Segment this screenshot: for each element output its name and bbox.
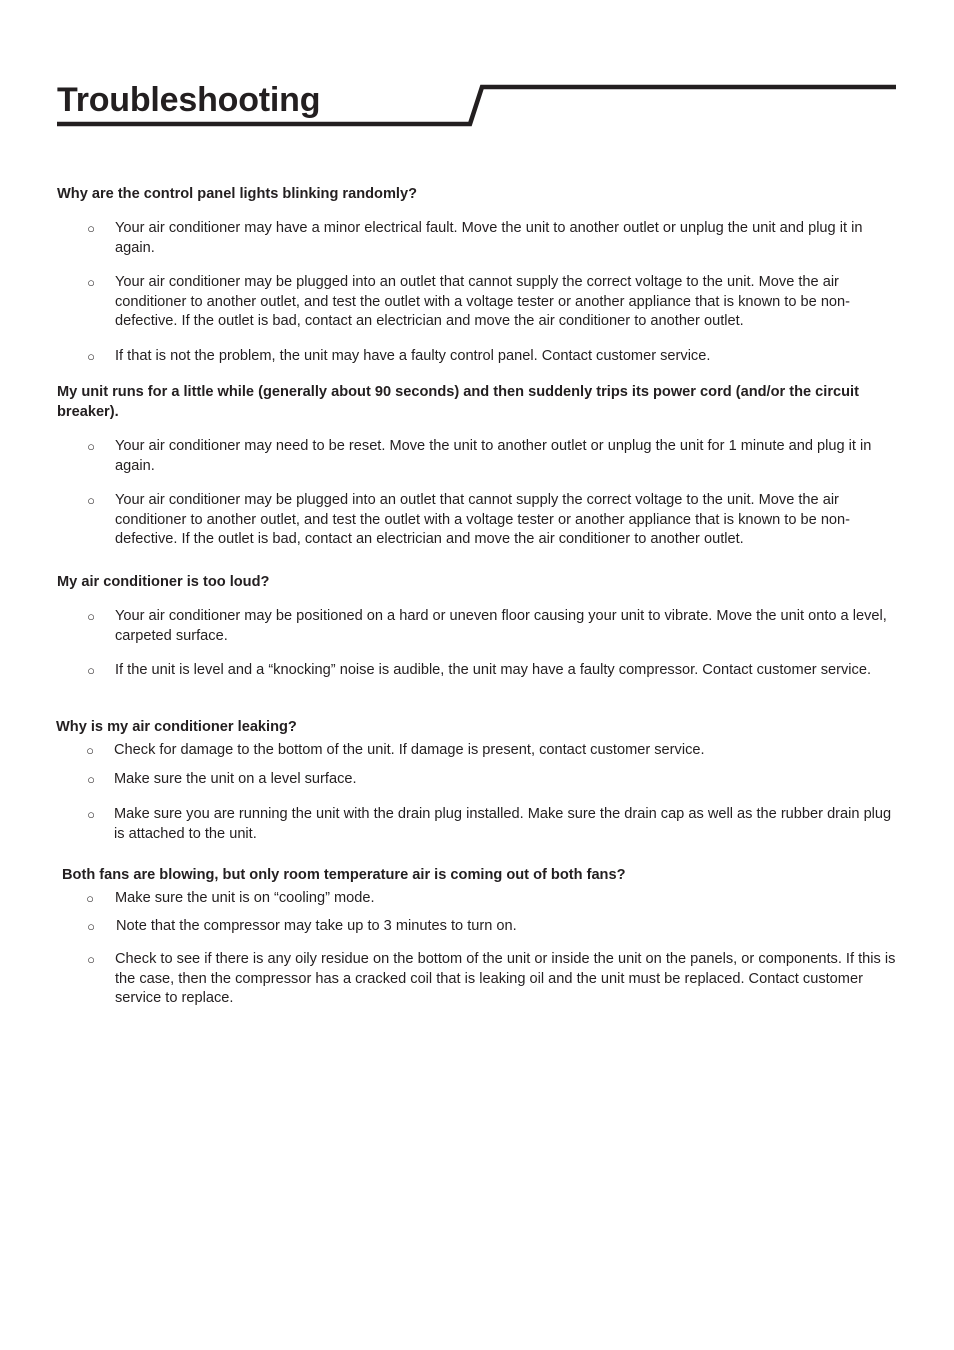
- page-header: [0, 0, 954, 140]
- list-item-text: If that is not the problem, the unit may have a faulty control panel. Contact customer service.: [115, 348, 711, 364]
- list-item-text: Your air conditioner may be positioned on a hard or uneven floor causing your unit to vibrate. Move the unit onto a level, carpeted surface.: [115, 608, 887, 644]
- list-item-text: Make sure you are running the unit with the drain plug installed. Make sure the drain cap as well as the rubber drain plug is attached to the unit.: [114, 806, 892, 842]
- bullet-icon: ○: [87, 275, 95, 290]
- bullet-icon: ○: [87, 439, 95, 454]
- list-item-text: Your air conditioner may be plugged into an outlet that cannot supply the correct voltage to the unit. Move the air conditioner to another outlet, and test the outlet with a voltage tester or another appliance that is known to be non-defective. If the outlet is bad, contact an electrician and move the air conditioner to another outlet.: [115, 274, 851, 329]
- bullet-icon: ○: [87, 663, 95, 678]
- list-item: [84, 491, 896, 551]
- page-title: Troubleshooting: [57, 81, 321, 119]
- list-item: [84, 437, 896, 477]
- bullet-icon: ○: [86, 891, 94, 906]
- list-item: [84, 805, 896, 845]
- list-item-text: Check for damage to the bottom of the unit. If damage is present, contact customer service.: [114, 742, 705, 758]
- list-item: [84, 770, 896, 790]
- list-item: [83, 889, 896, 909]
- bullet-icon: ○: [86, 743, 94, 758]
- list-item: [84, 950, 896, 1010]
- bullet-icon: ○: [87, 493, 95, 508]
- list-item: [84, 347, 896, 367]
- list-item-text: Your air conditioner may be plugged into an outlet that cannot supply the correct voltage to the unit. Move the air conditioner to another outlet, and test the outlet with a voltage tester or another appliance that is known to be non-defective. If the outlet is bad, contact an electrician and move the air conditioner to another outlet.: [115, 492, 851, 547]
- bullet-icon: ○: [87, 807, 95, 822]
- list-item-text: Your air conditioner may have a minor electrical fault. Move the unit to another outlet or unplug the unit and plug it in again.: [115, 220, 863, 256]
- bullet-icon: ○: [87, 349, 95, 364]
- bullet-icon: ○: [87, 609, 95, 624]
- section-question: Both fans are blowing, but only room temperature air is coming out of both fans?: [62, 867, 626, 883]
- list-item: [84, 273, 896, 333]
- bullet-icon: ○: [87, 952, 95, 967]
- list-item: [84, 917, 896, 937]
- section-question: My air conditioner is too loud?: [57, 574, 270, 590]
- list-item-text: Make sure the unit on a level surface.: [114, 771, 357, 787]
- bullet-icon: ○: [87, 919, 95, 934]
- bullet-icon: ○: [87, 221, 95, 236]
- list-item-text: If the unit is level and a “knocking” noise is audible, the unit may have a faulty compressor. Contact customer service.: [115, 662, 872, 678]
- section-question: Why is my air conditioner leaking?: [56, 719, 297, 735]
- list-item: [83, 741, 896, 761]
- section-question: My unit runs for a little while (generally about 90 seconds) and then suddenly trips its power cord (and/or the circuit breaker).: [57, 384, 859, 420]
- list-item-text: Your air conditioner may need to be reset. Move the unit to another outlet or unplug the unit for 1 minute and plug it in again.: [115, 438, 872, 474]
- list-item-text: Note that the compressor may take up to 3 minutes to turn on.: [116, 918, 517, 934]
- list-item: [84, 661, 896, 701]
- list-item: [84, 607, 896, 647]
- list-item: [84, 219, 896, 259]
- bullet-icon: ○: [87, 772, 95, 787]
- list-item-text: Make sure the unit is on “cooling” mode.: [115, 890, 375, 906]
- list-item-text: Check to see if there is any oily residue on the bottom of the unit or inside the unit on the panels, or components. If this is the case, then the compressor has a cracked coil that is leaking oil and the unit must be replaced. Contact customer service to replace.: [115, 951, 896, 1006]
- section-question: Why are the control panel lights blinking randomly?: [57, 186, 418, 202]
